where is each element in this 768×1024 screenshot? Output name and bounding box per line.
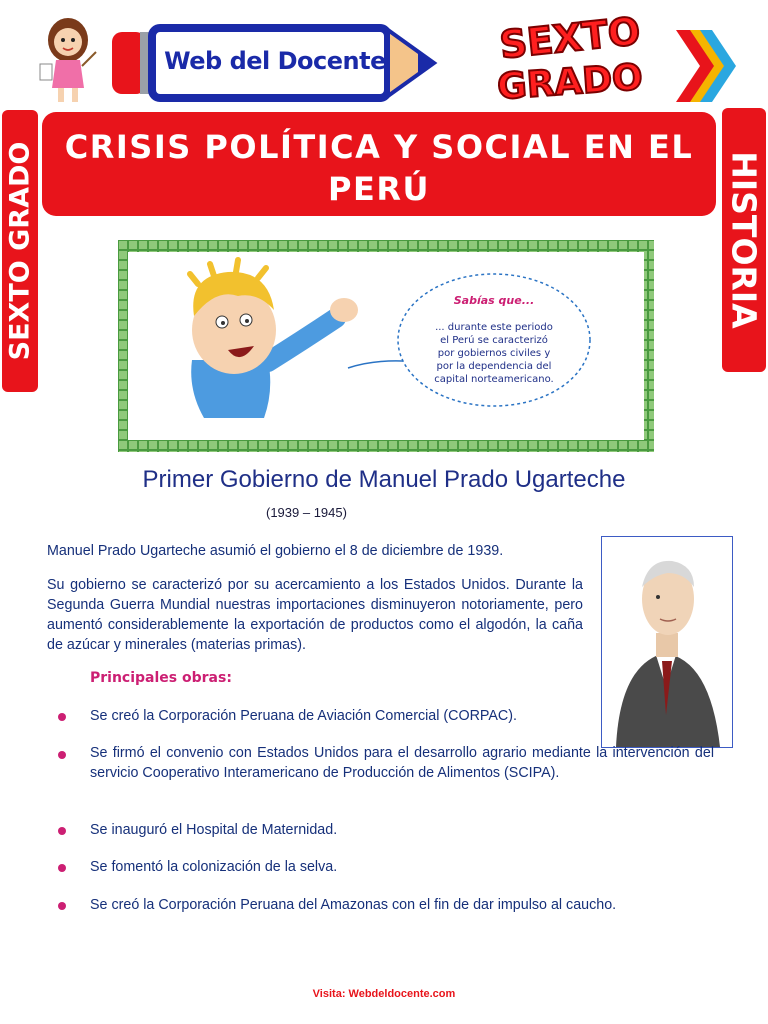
obras-heading: Principales obras: — [90, 670, 232, 686]
chevron-right-icon — [676, 26, 738, 106]
bullet-icon — [58, 902, 66, 910]
bullet-icon — [58, 751, 66, 759]
callout-line-1: ... durante este periodo — [435, 322, 553, 333]
obras-item-5: Se creó la Corporación Peruana del Amazonas con el fin de dar impulso al caucho. — [90, 897, 617, 913]
grade-line-2: GRADO — [495, 56, 645, 109]
callout-line-4: por la dependencia del — [436, 361, 552, 372]
grade-badge — [470, 8, 670, 112]
bullet-icon — [58, 827, 66, 835]
obras-item-2 — [90, 743, 714, 783]
obras-item-4: Se fomentó la colonización de la selva. — [90, 859, 338, 875]
portrait-manuel-prado-image — [601, 536, 733, 748]
illustration-frame — [118, 240, 654, 452]
bullet-icon — [58, 713, 66, 721]
grade-line-1: SEXTO — [497, 8, 643, 68]
callout-line-5: capital norteamericano. — [434, 374, 554, 385]
side-label-left — [2, 110, 38, 392]
section-years: (1939 – 1945) — [266, 505, 347, 520]
side-label-right — [722, 108, 766, 372]
callout-line-2: el Perú se caracterizó — [440, 335, 548, 346]
bullet-icon — [58, 864, 66, 872]
footer-link[interactable]: Visita: Webdeldocente.com — [312, 988, 456, 1000]
side-label-left-text: SEXTO GRADO — [4, 141, 36, 361]
page-title: CRISIS POLÍTICA Y SOCIAL EN EL PERÚ — [42, 112, 716, 216]
obras-item-2-text: Se firmó el convenio con Estados Unidos para el desarrollo agrario mediante la intervención del servicio Cooperativo Interamericano de Producción de Alimentos (SCIPA). — [90, 745, 714, 781]
callout-line-3: por gobiernos civiles y — [437, 348, 551, 359]
callout-heading: Sabías que... — [453, 294, 535, 307]
brand-name[interactable]: Web del Docente — [164, 47, 386, 75]
obras-item-1: Se creó la Corporación Peruana de Aviación Comercial (CORPAC). — [90, 708, 517, 724]
teacher-mascot-icon — [38, 12, 100, 106]
paragraph-intro: Manuel Prado Ugarteche asumió el gobierno el 8 de diciembre de 1939. — [47, 543, 504, 559]
side-label-right-text: HISTORIA — [724, 151, 764, 329]
obras-item-3: Se inauguró el Hospital de Maternidad. — [90, 822, 338, 838]
paragraph-description: Su gobierno se caracterizó por su acercamiento a los Estados Unidos. Durante la Segunda Guerra Mundial nuestras importaciones disminuyeron notoriamente, pero aumentó considerablemente la exportación de productos como el algodón, la caña de azúcar y minerales (materias primas). — [47, 577, 583, 653]
section-subtitle: Primer Gobierno de Manuel Prado Ugarteche — [142, 466, 626, 493]
